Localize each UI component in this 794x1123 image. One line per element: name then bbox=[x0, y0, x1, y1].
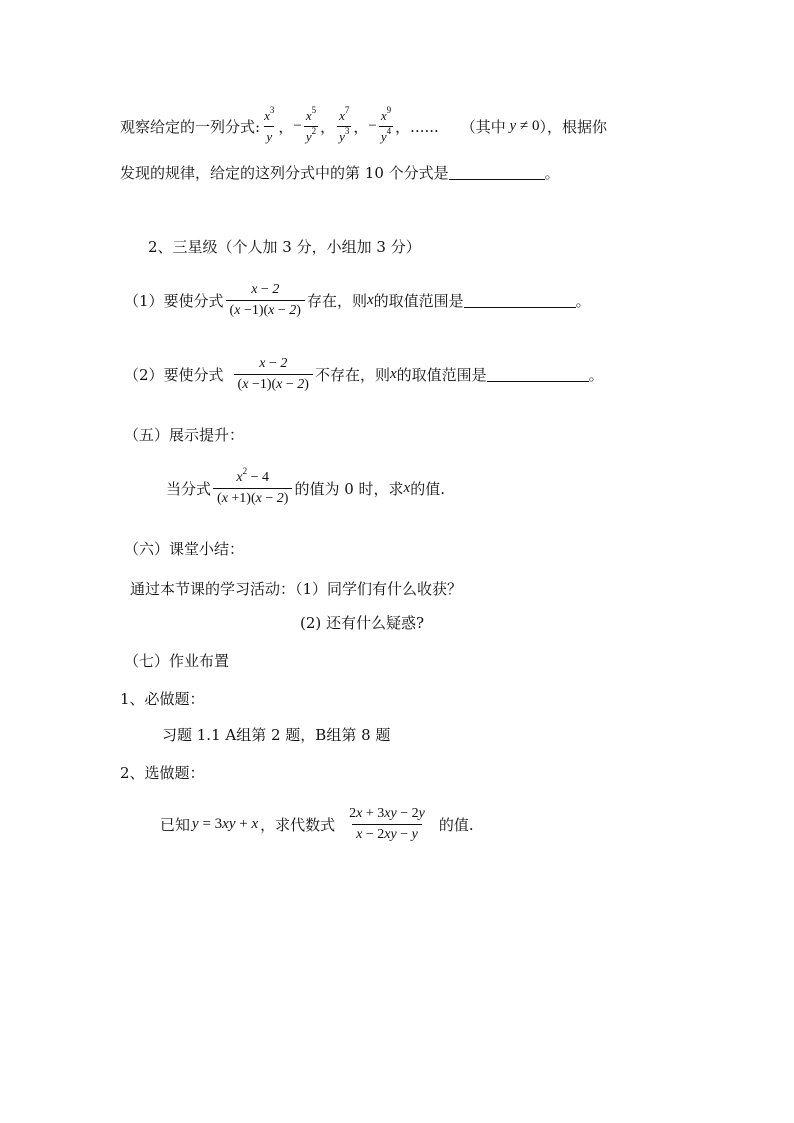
q1-condition-close: ），根据你 bbox=[539, 118, 607, 136]
p1-suffix: 的取值范围是 bbox=[373, 292, 464, 310]
section6-title: （六）课堂小结： bbox=[124, 540, 245, 558]
given-equation: y = 3xy + x bbox=[192, 816, 259, 832]
hw2-title: 2、选做题： bbox=[120, 764, 205, 782]
q1-line1: 观察给定的一列分式: $\frac{x^3}{y}$ ， − $\frac{x^5}{y^2}$ ， $\frac{x^7}{y^3}$ ， − $\frac{x^9}{y^4}$ ，...... （其中 y ≠ 0 ），根据你 bbox=[120, 105, 607, 144]
hw2-prefix: 已知 bbox=[160, 816, 191, 834]
answer-blank-2[interactable] bbox=[464, 293, 576, 308]
hw2-suffix: 的值. bbox=[438, 816, 474, 834]
p1-middle: 存在，则 bbox=[306, 292, 367, 310]
show-suffix: 的值. bbox=[410, 480, 445, 498]
q1-line2 bbox=[120, 162, 560, 183]
show-prefix: 当分式 bbox=[166, 480, 212, 498]
summary-line2: (2) 还有什么疑惑? bbox=[300, 614, 425, 632]
q1-ellipsis: ，...... bbox=[395, 118, 439, 136]
p2-suffix: 的取值范围是 bbox=[396, 366, 487, 384]
section2-title: 2、三星级（个人加 3 分，小组加 3 分） bbox=[148, 238, 421, 256]
p2-middle: 不存在，则 bbox=[314, 366, 390, 384]
fraction-term-1: $\frac{x^3}{y}$ bbox=[264, 105, 275, 144]
fraction-hw2: $\frac{2x + 3xy - 2y}{x - 2xy - y}$ bbox=[349, 806, 425, 842]
p2-end: 。 bbox=[588, 366, 604, 384]
fraction-p1: $\frac{x - 2}{(x -1)(x - 2)}$ bbox=[226, 282, 305, 319]
hw2-problem bbox=[160, 806, 474, 843]
p1-end: 。 bbox=[575, 292, 591, 310]
answer-blank-3[interactable] bbox=[487, 367, 589, 382]
variable-x: x bbox=[366, 292, 374, 308]
q1-condition-open: （其中 bbox=[460, 118, 506, 136]
fraction-show: $\frac{x^2 - 4}{(x +1)(x - 2)}$ bbox=[213, 470, 292, 507]
summary-line1: 通过本节课的学习活动：（1）同学们有什么收获？ bbox=[130, 580, 463, 598]
q1-prefix: 观察给定的一列分式: bbox=[120, 118, 261, 136]
problem-2 bbox=[124, 356, 604, 393]
hw1-title: 1、必做题： bbox=[120, 690, 205, 708]
section7-title: （七）作业布置 bbox=[124, 652, 230, 670]
p1-prefix: （1）要使分式 bbox=[124, 292, 224, 310]
section5-title: （五）展示提升： bbox=[124, 426, 245, 444]
condition-formula: y ≠ 0 bbox=[505, 118, 540, 134]
variable-x: x bbox=[389, 366, 397, 382]
fraction-term-2: $\frac{x^5}{y^2}$ bbox=[305, 105, 317, 144]
problem-1 bbox=[124, 282, 591, 319]
hw1-content: 习题 1.1 A组第 2 题，B组第 8 题 bbox=[162, 726, 391, 744]
fraction-term-3: $\frac{x^7}{y^3}$ bbox=[339, 105, 350, 144]
q1-end: 。 bbox=[544, 164, 560, 182]
variable-x: x bbox=[403, 480, 411, 496]
fraction-term-4: $\frac{x^9}{y^4}$ bbox=[380, 105, 392, 144]
hw2-middle: ，求代数式 bbox=[260, 816, 336, 834]
q1-line2-text: 发现的规律，给定的这列分式中的第 10 个分式是 bbox=[120, 164, 449, 182]
p2-prefix: （2）要使分式 bbox=[124, 366, 224, 384]
show-problem bbox=[166, 466, 445, 507]
fraction-p2: $\frac{x - 2}{(x -1)(x - 2)}$ bbox=[234, 356, 313, 393]
show-middle: 的值为 0 时，求 bbox=[294, 480, 404, 498]
answer-blank-1[interactable] bbox=[449, 165, 545, 180]
